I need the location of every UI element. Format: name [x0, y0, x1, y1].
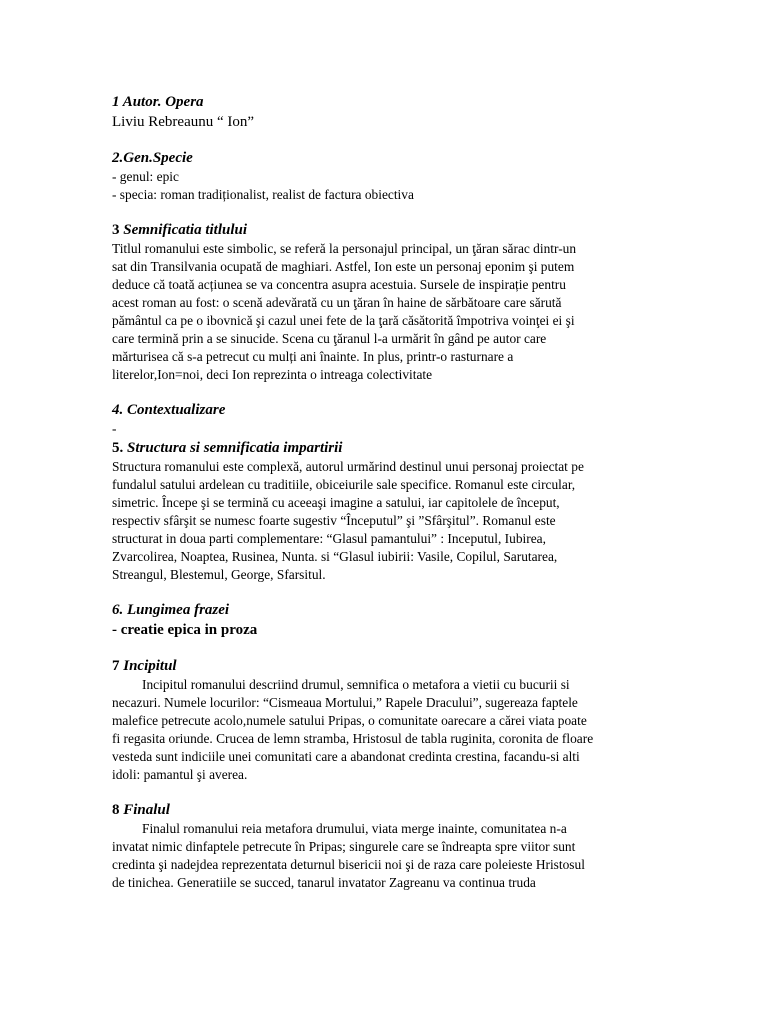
section-lungimea-frazei	[112, 600, 632, 640]
text-line: vesteda sunt indiciile unei comunitati care a abandonat credinta crestina, facandu-si alti	[112, 749, 580, 764]
text-line: -	[112, 421, 117, 436]
text-line: Titlul romanului este simbolic, se referă la personajul principal, un ţăran sărac dintr-un	[112, 241, 577, 256]
text-line: simetric. Începe şi se termină cu aceeaşi imagine a satului, iar capitolele de început,	[112, 495, 560, 510]
text-line: pământul ca pe o ibovnică şi cazul unei fete de la ţară căsătorită împotriva voinţei ei şi	[112, 313, 575, 328]
section-finalul	[112, 800, 632, 892]
section-title: Incipitul	[123, 658, 177, 674]
text-line: deduce că toată acțiunea se va concentra asupra acestuia. Sursele de inspirație pentru	[112, 277, 566, 292]
text-line: invatat nimic dinfaptele petrecute în Pripas; singurele care se îndreapta spre viitor sunt	[112, 839, 576, 854]
section-heading	[112, 800, 632, 820]
section-heading	[112, 400, 632, 420]
section-number: 2.	[112, 150, 124, 166]
section-heading	[112, 92, 632, 112]
section-number: 3	[112, 222, 120, 238]
text-line: care termină prin a se sinucide. Scena cu ţăranul l-a urmărit în gând pe autor care	[112, 331, 547, 346]
text-line: idoli: pamantul şi averea.	[112, 767, 248, 782]
section-incipitul	[112, 656, 632, 784]
section-title: Lungimea frazei	[127, 602, 230, 618]
text-line: Streangul, Blestemul, George, Sfarsitul.	[112, 567, 326, 582]
text-line: Structura romanului este complexă, autorul urmărind destinul unui personaj proiectat pe	[112, 459, 584, 474]
section-text: - creatie epica in proza	[112, 622, 258, 638]
text-line: fi regasita oriunde. Crucea de lemn stramba, Hristosul de tabla ruginita, coronita de floare	[112, 731, 594, 746]
section-structura	[112, 438, 632, 584]
section-number: 4.	[112, 402, 124, 418]
text-line: credinta şi nadejdea reprezentata deturnul bisericii noi şi de raza care poleieste Hristosul	[112, 857, 585, 872]
section-number: 1	[112, 94, 120, 110]
text-line: literelor,Ion=noi, deci Ion reprezinta o intreaga colectivitate	[112, 367, 433, 382]
section-title: Autor. Opera	[122, 94, 204, 110]
text-line: malefice petrecute acolo,numele satului Pripas, o comunitate oarecare a cărei viata poate	[112, 713, 587, 728]
text-line: necazuri. Numele locurilor: “Cismeaua Mortului,” Rapele Dracului”, sugereaza faptele	[112, 695, 578, 710]
section-title: Structura si semnificatia impartirii	[127, 440, 343, 456]
section-number: 6.	[112, 602, 124, 618]
text-line: - specia: roman tradiționalist, realist de factura obiectiva	[112, 187, 414, 202]
text-line: - genul: epic	[112, 169, 179, 184]
section-number: 5.	[112, 440, 124, 456]
document-body	[112, 92, 632, 892]
text-line: fundalul satului ardelean cu traditiile, obiceiurile sale specifice. Romanul este circular,	[112, 477, 576, 492]
section-semnificatia-titlului	[112, 220, 632, 384]
section-number: 8	[112, 802, 120, 818]
section-title: Semnificatia titlului	[123, 222, 248, 238]
section-heading	[112, 438, 632, 458]
text-line: sat din Transilvania ocupată de maghiari. Astfel, Ion este un personaj eponim şi putem	[112, 259, 575, 274]
section-heading	[112, 600, 632, 620]
section-contextualizare	[112, 400, 632, 438]
section-heading	[112, 656, 632, 676]
section-gen-specie	[112, 148, 632, 204]
text-line: structurat in doua parti complementare: “Glasul pamantului” : Inceputul, Iubirea,	[112, 531, 546, 546]
text-line: Incipitul romanului descriind drumul, semnifica o metafora a vietii cu bucurii si	[142, 677, 570, 692]
text-line: respectiv sfârşit se numesc foarte sugestiv “Începutul” şi ”Sfârşitul”. Romanul este	[112, 513, 556, 528]
section-title: Contextualizare	[127, 402, 226, 418]
section-autor-opera	[112, 92, 632, 132]
section-heading	[112, 148, 632, 168]
text-line: Zvarcolirea, Noaptea, Rusinea, Nunta. si “Glasul iubirii: Vasile, Copilul, Sarutarea,	[112, 549, 558, 564]
section-title: Finalul	[123, 802, 170, 818]
section-title: Gen.Specie	[123, 150, 193, 166]
text-line: mărturisea că s-a petrecut cu mulți ani înainte. In plus, printr-o rasturnare a	[112, 349, 514, 364]
section-text: Liviu Rebreaunu “ Ion”	[112, 114, 255, 130]
section-heading	[112, 220, 632, 240]
text-line: acest roman au fost: o scenă adevărată cu un ţăran în haine de sărbătoare care sărută	[112, 295, 562, 310]
text-line: Finalul romanului reia metafora drumului, viata merge inainte, comunitatea n-a	[142, 821, 567, 836]
section-number: 7	[112, 658, 120, 674]
text-line: de tinichea. Generatiile se succed, tanarul invatator Zagreanu va continua truda	[112, 875, 536, 890]
